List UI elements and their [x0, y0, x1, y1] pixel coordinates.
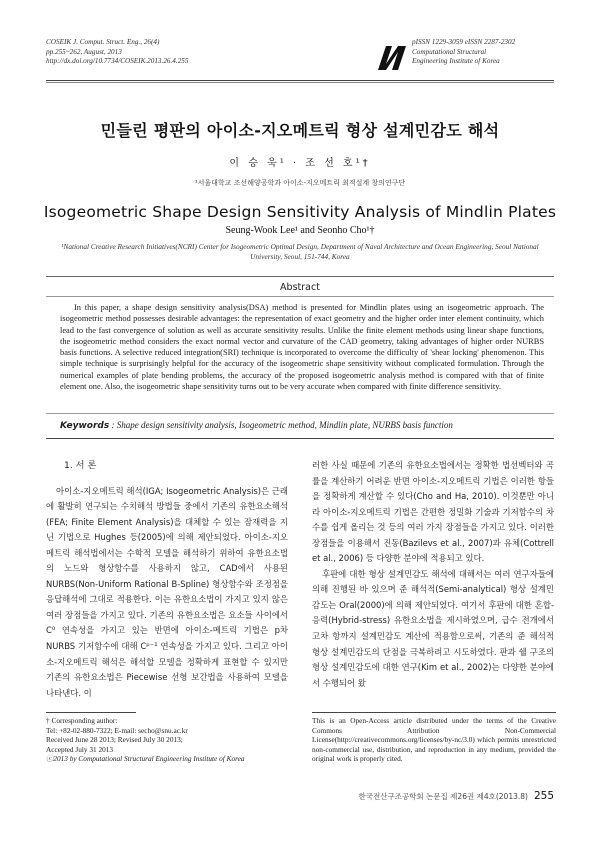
footnote-divider — [312, 712, 556, 713]
body-column-right — [312, 458, 554, 691]
header-divider — [46, 82, 554, 83]
footnote-license: This is an Open-Access article distributed under the terms of the Creative Commons Attribution Non-Commercial License(http://creativecommons.org/licenses/by-nc/3.0) which permits unrestricted non-commercial use, distribution, and reproduction in any medium, provided the original work is properly cited. — [312, 716, 556, 764]
doi-link[interactable]: http://dx.doi.org/10.7734/COSEIK.2013.26.4.255 — [46, 57, 189, 66]
body-paragraph: 아이소-지오메트릭 해석(IGA; Isogeometric Analysis)은 근래에 활발히 연구되는 수치해석 방법들 중에서 기존의 유한요소해석(FEA; Finite Element Analysis)을 대체할 수 있는 잠재력을 지닌 기법으로 Hughes 등(2005)에 의해 제안되었다. 아이소-지오메트릭 해석법에서는 수학적 모델을 해석하기 위하여 유한요소법의 노드와 형상함수를 사용하지 않고, CAD에서 사용된 NURBS(Non-Uniform Rational B-Spline) 형상함수와 조정점을 응답해석에 그대로 적용한다. 이는 유한요소법이 가지고 있지 않은 여러 장점들을 가지고 있다. 기존의 유한요소법은 요소들 사이에서 C⁰ 연속성을 가지고 있는 반면에 아이소-메트릭 기법은 p차 NURBS 기저함수에 대해 Cᵖ⁻¹ 연속성을 가지고 있다. 그리고 아이소-지오메트릭 해석은 해석할 모델을 정확하게 표현할 수 있지만 기존의 유한요소법은 Piecewise 선형 보간법을 사용하여 모델을 나타낸다. 이 — [46, 485, 288, 698]
body-paragraph: 러한 사실 때문에 기존의 유한요소법에서는 정확한 법선벡터와 곡률을 계산하기 어려운 반면 아이소-지오메트릭 기법은 이러한 항들을 정확하게 계산할 수 있다(Cho and Ha, 2010). 이것뿐만 아니라 아이소-지오메트릭 기법은 간편한 정밀화 기술과 기저함수의 차수를 쉽게 올리는 것 등의 여러 가지 장점들을 가지고 있다. 이러한 장점들을 이용해서 진동(Bazilevs et al., 2007)과 유체(Cottrell et al., 2006) 등 다양한 분야에 적용되고 있다. — [312, 460, 554, 564]
body-column-left — [46, 454, 288, 701]
keywords-label: Keywords — [60, 421, 110, 431]
affiliation-korean: ¹서울대학교 조선해양공학과 아이소-지오메트릭 최적설계 창의연구단 — [194, 179, 406, 187]
abstract-divider — [46, 276, 554, 277]
publisher-line: Engineering Institute of Korea — [412, 57, 500, 66]
title-korean: 민들린 평판의 아이소-지오메트릭 형상 설계민감도 해석 — [100, 121, 500, 140]
header-divider — [46, 80, 554, 81]
authors-korean: 이 승 욱¹ · 조 선 호¹† — [229, 158, 371, 169]
footnote-line: † Corresponding author: — [46, 716, 118, 725]
keywords-text: : Shape design sensitivity analysis, Isogeometric method, Mindlin plate, NURBS basis function — [109, 420, 453, 430]
authors-english: Seung-Wook Lee¹ and Seonho Cho¹† — [225, 225, 375, 236]
body-paragraph: 후판에 대한 형상 설계민감도 해석에 대해서는 여러 연구자들에 의해 진행된 바 있으며 준 해석적(Semi-analytical) 형상 설계민감도는 Oral(2000)에 의해 제안되었다. 여기서 후판에 대한 혼합-응력(Hybrid-stress) 유한요소법을 제시하였으며, 급수 전개에서 고차 항까지 설계민감도 계산에 적용함으로써, 기존의 준 해석적 형상 설계민감도의 단점을 극복하려고 시도하였다. 판과 쉘 구조의 형상 설계민감도에 대한 연구(Kim et al., 2002)는 다양한 분야에서 수행되어 왔 — [312, 568, 554, 688]
footnote-line: Received June 28 2013; Revised July 30 2013; — [46, 735, 183, 745]
footnote-divider — [46, 712, 136, 713]
section-heading: 1. 서 론 — [64, 460, 97, 471]
keywords — [60, 420, 550, 431]
footnote-correspondence — [46, 716, 296, 764]
citation-line: pp.255~262, August, 2013 — [46, 47, 122, 56]
page-footer — [300, 790, 554, 802]
footnote-line: Tel: +82-02-880-7322; E-mail: secho@snu.ac.kr — [46, 725, 188, 735]
page-number: 255 — [533, 790, 554, 802]
abstract-divider — [46, 413, 554, 414]
citation-line: COSEIK J. Comput. Struct. Eng., 26(4) — [46, 38, 160, 46]
footnote-line: Accepted July 31 2013 — [46, 744, 114, 754]
journal-logo-icon — [376, 44, 408, 72]
publisher-line: Computational Structural — [412, 47, 487, 56]
footnote-line: ⓒ2013 by Computational Structural Engineering Institute of Korea — [46, 754, 245, 764]
abstract-text: In this paper, a shape design sensitivity analysis(DSA) method is presented for Mindlin plates using an isogeometric approach. The isogeometric method possesses desirable advantages: the representation of exact geometry and the higher order inter element continuity, which lead to the fast convergence of solution as well as accurate sensitivity results. Unlike the finite element methods using linear shape functions, the isogeometric method considers the exact normal vector and curvature of the CAD geometry, taking advantages of higher order NURBS basis functions. A selective reduced integration(SRI) technique is incorporated to overcome the difficulty of 'shear locking' phenomenon. This simple technique is surprisingly helpful for the accuracy of the isogeometric shape sensitivity without complicated formulation. Through the numerical examples of plate bending problems, the accuracy of the proposed isogeometric analysis method is compared with that of finite element one. Also, the isogeometric shape sensitivity turns out to be very accurate when compared with finite difference sensitivity. — [60, 303, 544, 392]
abstract-divider — [46, 296, 554, 297]
abstract-heading: Abstract — [280, 282, 320, 293]
affiliation-english: ¹National Creative Research Initiatives(NCRI) Center for Isogeometric Optimal Design, Department of Naval Architecture and Ocean Engineering, Seoul National University, Seoul, 151-744, Korea — [61, 242, 539, 261]
footer-journal-info: 한국전산구조공학회 논문집 제26권 제4호(2013.8) — [358, 792, 528, 801]
title-english: Isogeometric Shape Design Sensitivity Analysis of Mindlin Plates — [43, 203, 557, 221]
issn-line: pISSN 1229-3059 eISSN 2287-2302 — [412, 38, 516, 46]
keywords-divider — [46, 438, 554, 439]
journal-citation — [46, 38, 306, 67]
journal-issn — [412, 38, 572, 67]
